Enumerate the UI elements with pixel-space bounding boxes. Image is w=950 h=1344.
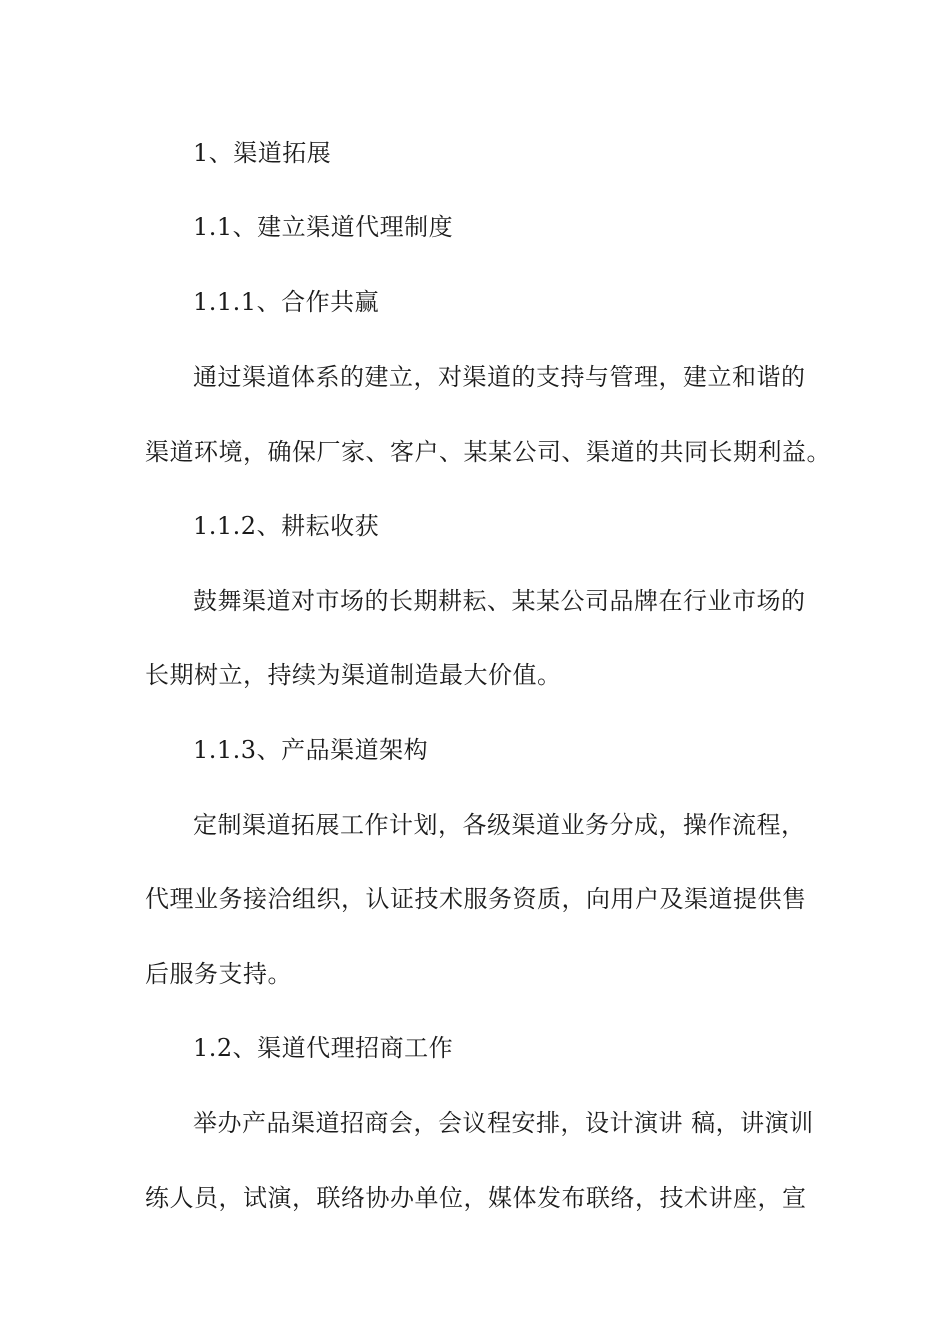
paragraph-line: 定制渠道拓展工作计划，各级渠道业务分成，操作流程， xyxy=(193,811,806,839)
heading-level-3: 1.1.2、耕耘收获 xyxy=(193,512,380,540)
paragraph-line: 代理业务接洽组织，认证技术服务资质，向用户及渠道提供售 xyxy=(145,885,807,913)
paragraph-line: 渠道环境，确保厂家、客户、某某公司、渠道的共同长期利益。 xyxy=(145,438,831,466)
heading-level-2: 1.1、建立渠道代理制度 xyxy=(193,213,454,241)
paragraph-line: 鼓舞渠道对市场的长期耕耘、某某公司品牌在行业市场的 xyxy=(193,587,806,615)
heading-level-1: 1、渠道拓展 xyxy=(193,139,332,167)
paragraph-line: 后服务支持。 xyxy=(145,960,292,988)
paragraph-line: 长期树立，持续为渠道制造最大价值。 xyxy=(145,661,562,689)
heading-level-3: 1.1.1、合作共赢 xyxy=(193,288,380,316)
heading-level-3: 1.1.3、产品渠道架构 xyxy=(193,736,429,764)
heading-level-2: 1.2、渠道代理招商工作 xyxy=(193,1034,454,1062)
paragraph-line: 通过渠道体系的建立，对渠道的支持与管理，建立和谐的 xyxy=(193,363,806,391)
paragraph-line: 举办产品渠道招商会，会议程安排，设计演讲 稿，讲演训 xyxy=(193,1109,814,1137)
paragraph-line: 练人员，试演，联络协办单位，媒体发布联络，技术讲座，宣 xyxy=(145,1184,807,1212)
